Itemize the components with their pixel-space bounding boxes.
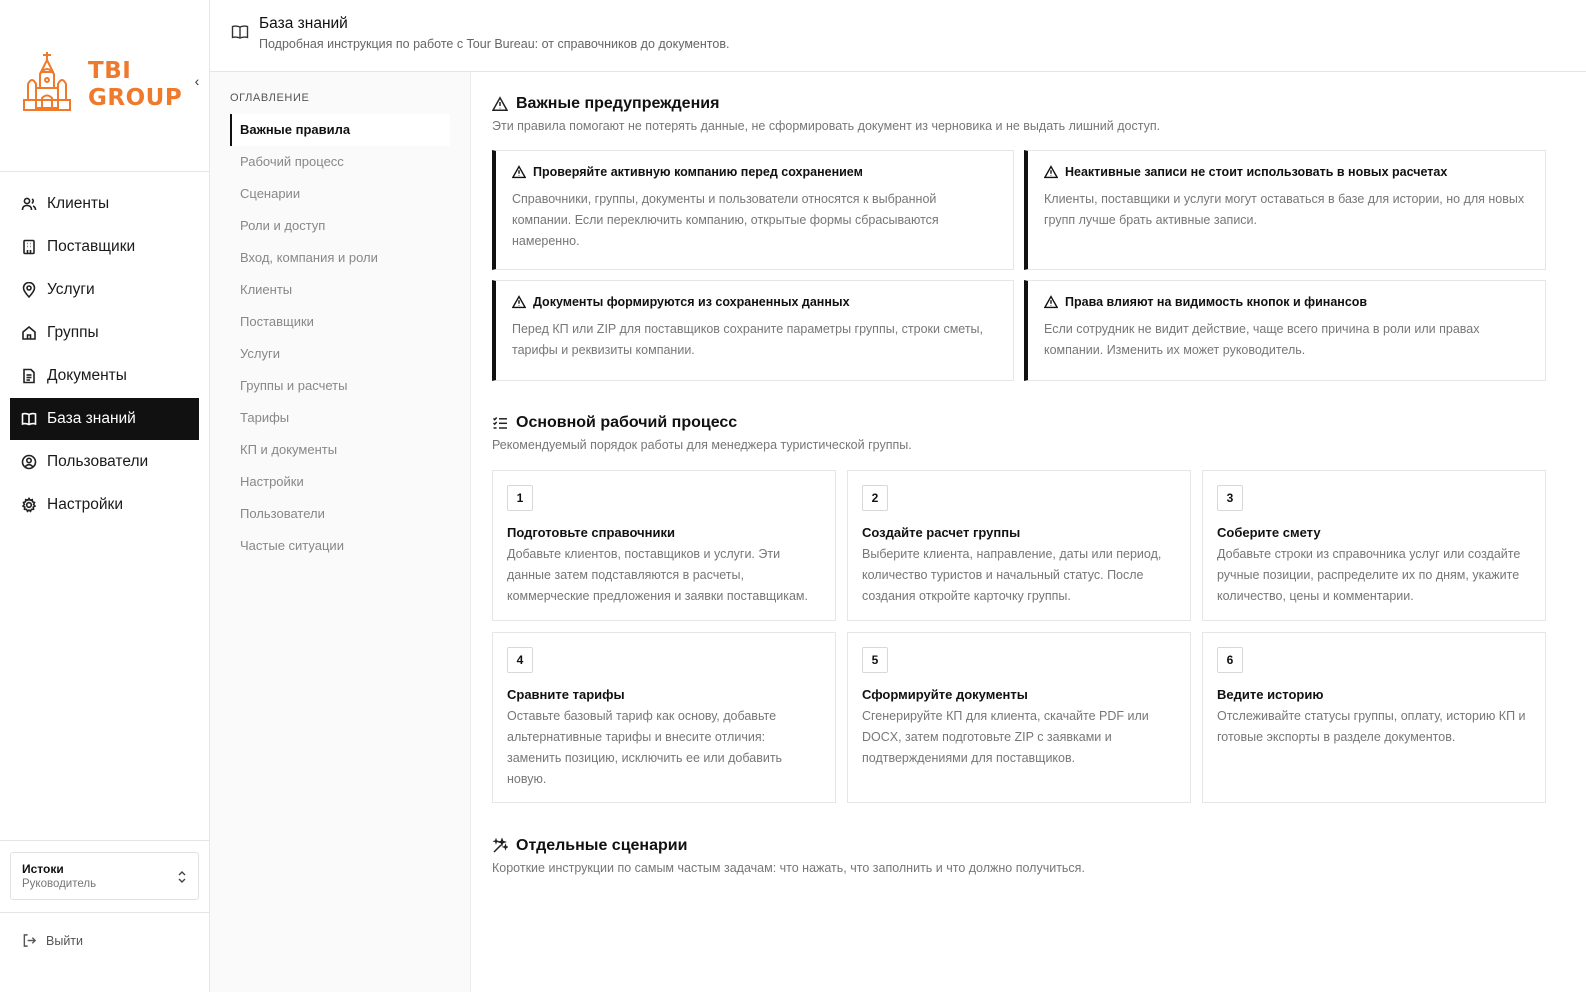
step-text: Отслеживайте статусы группы, оплату, историю КП и готовые экспорты в разделе документов. [1217,709,1526,744]
toc-item[interactable]: Тарифы [240,410,290,425]
toc-item[interactable]: Услуги [240,346,280,361]
section-title: Отдельные сценарии [516,837,688,854]
book-icon [21,411,37,427]
toc-list [230,114,450,562]
company-selector[interactable] [10,852,199,900]
logout-icon [22,933,37,948]
step-number: 6 [1217,647,1243,673]
workflow-heading [492,414,737,432]
home-icon [21,325,37,341]
step-text: Добавьте клиентов, поставщиков и услуги. Эти данные затем подставляются в расчеты, коммерческие предложения и заявки поставщикам. [507,547,808,603]
checklist-icon [492,415,508,431]
warning-triangle-icon [512,295,526,309]
sparkles-wand-icon [492,838,508,854]
scenarios-heading [492,837,687,855]
toc-item[interactable]: Клиенты [240,282,293,297]
logout-label: Выйти [46,933,84,948]
logo-line2: GROUP [88,85,183,111]
section-subtitle: Рекомендуемый порядок работы для менеджера туристической группы. [492,438,912,452]
section-title: Основной рабочий процесс [516,414,738,431]
nav-item-users[interactable] [10,441,199,483]
nav-item-settings[interactable] [10,484,199,526]
warnings-heading [492,95,719,113]
step-text: Сгенерируйте КП для клиента, скачайте PDF или DOCX, затем подготовьте ZIP с заявками и подтверждениями для поставщиков. [862,709,1149,765]
step-title: Создайте расчет группы [862,525,1021,540]
toc-item[interactable]: Сценарии [240,186,301,201]
nav-item-label: Группы [47,324,99,341]
warning-card-text: Перед КП или ZIP для поставщиков сохраните параметры группы, строки сметы, тарифы и реквизиты компании. [512,322,984,357]
section-subtitle: Эти правила помогают не потерять данные, не сформировать документ из черновика и не выдать лишний доступ. [492,119,1161,133]
toc-item[interactable]: Роли и доступ [240,218,326,233]
nav-item-label: Клиенты [47,195,110,212]
warning-title-text: Документы формируются из сохраненных данных [533,295,850,309]
sidebar-bottom [0,840,209,948]
toc-item[interactable]: Частые ситуации [240,538,344,553]
step-text: Добавьте строки из справочника услуг или создайте ручные позиции, распределите их по дням, укажите количество, цены и комментарии. [1217,547,1521,603]
nav-item-label: Документы [47,367,127,384]
nav-item-suppliers[interactable] [10,226,199,268]
nav-item-label: Поставщики [47,238,136,255]
nav-item-label: Пользователи [47,453,149,470]
toc-item[interactable]: Пользователи [240,506,325,521]
toc-item[interactable]: Рабочий процесс [240,154,344,169]
workflow-step-card [1202,470,1546,621]
book-icon [231,24,249,40]
toc-item[interactable]: КП и документы [240,442,338,457]
warning-title-text: Права влияют на видимость кнопок и финансов [1065,295,1368,309]
nav-item-services[interactable] [10,269,199,311]
logo-line1: TBI [88,58,132,84]
nav-item-documents[interactable] [10,355,199,397]
workflow-step-card [492,632,836,803]
toc-item[interactable]: Вход, компания и роли [240,250,378,265]
main-nav [10,183,199,527]
logout-area [0,912,209,992]
nav-item-clients[interactable] [10,183,199,225]
gear-icon [21,497,37,513]
warning-card-text: Если сотрудник не видит действие, чаще всего причина в роли или правах компании. Изменить их может руководитель. [1044,322,1480,357]
warning-card-text: Клиенты, поставщики и услуги могут оставаться в базе для истории, но для новых групп лучше брать активные записи. [1044,192,1525,227]
step-title: Подготовьте справочники [507,525,675,540]
warning-triangle-icon [1044,165,1058,179]
warning-title-text: Проверяйте активную компанию перед сохранением [533,165,863,179]
page-header [210,0,1586,72]
step-number: 3 [1217,485,1243,511]
warning-title-text: Неактивные записи не стоит использовать в новых расчетах [1065,165,1448,179]
main-content [471,72,1586,992]
warning-card-title [1044,165,1531,179]
step-text: Оставьте базовый тариф как основу, добавьте альтернативные тарифы и внесите отличия: заменить позицию, исключить ее или добавить новую. [507,709,783,786]
document-icon [21,368,37,384]
table-of-contents [210,72,471,992]
step-text: Выберите клиента, направление, даты или период, количество туристов и начальный статус. После создания откройте карточку группы. [862,547,1162,603]
toc-item[interactable]: Группы и расчеты [240,378,348,393]
warning-card-title [1044,295,1531,309]
logout-button[interactable] [22,933,83,948]
nav-item-groups[interactable] [10,312,199,354]
collapse-sidebar-button[interactable]: ‹ [194,73,200,89]
logo-area [0,0,209,172]
warning-triangle-icon [492,96,508,112]
company-name: Истоки [22,862,64,876]
toc-item[interactable]: Важные правила [230,114,450,146]
section-subtitle: Короткие инструкции по самым частым задачам: что нажать, что заполнить и что должно получиться. [492,861,1085,875]
toc-title: ОГЛАВЛЕНИЕ [230,92,310,104]
warning-card [492,280,1014,381]
warning-triangle-icon [512,165,526,179]
nav-item-label: Настройки [47,496,124,513]
chevron-up-down-icon [176,868,188,886]
sidebar [0,0,210,992]
logo-text [88,58,182,112]
warning-card-title [512,295,999,309]
workflow-step-card [847,470,1191,621]
page-subtitle: Подробная инструкция по работе с Tour Bureau: от справочников до документов. [259,37,730,51]
warning-card-text: Справочники, группы, документы и пользователи относятся к выбранной компании. Если переключить компанию, открытые формы сбрасываются намеренно. [512,192,939,248]
toc-item[interactable]: Настройки [240,474,304,489]
page-title: База знаний [259,15,348,32]
workflow-step-card [847,632,1191,803]
nav-item-label: База знаний [47,410,136,427]
map-pin-icon [21,282,37,298]
step-title: Соберите смету [1217,525,1321,540]
company-role: Руководитель [22,878,97,890]
building-icon [21,239,37,255]
workflow-step-card [492,470,836,621]
nav-item-label: Услуги [47,281,95,298]
warning-card [492,150,1014,270]
warning-triangle-icon [1044,295,1058,309]
workflow-step-card [1202,632,1546,803]
step-number: 2 [862,485,888,511]
step-title: Сравните тарифы [507,687,625,702]
step-title: Сформируйте документы [862,687,1028,702]
section-title: Важные предупреждения [516,95,720,112]
step-number: 4 [507,647,533,673]
warning-card [1024,150,1546,270]
user-circle-icon [21,454,37,470]
warning-card [1024,280,1546,381]
toc-item[interactable]: Поставщики [240,314,314,329]
nav-item-knowledge-base[interactable] [10,398,199,440]
step-number: 5 [862,647,888,673]
warning-card-title [512,165,999,179]
step-title: Ведите историю [1217,687,1324,702]
users-icon [21,196,37,212]
kremlin-logo-icon [22,50,72,114]
step-number: 1 [507,485,533,511]
